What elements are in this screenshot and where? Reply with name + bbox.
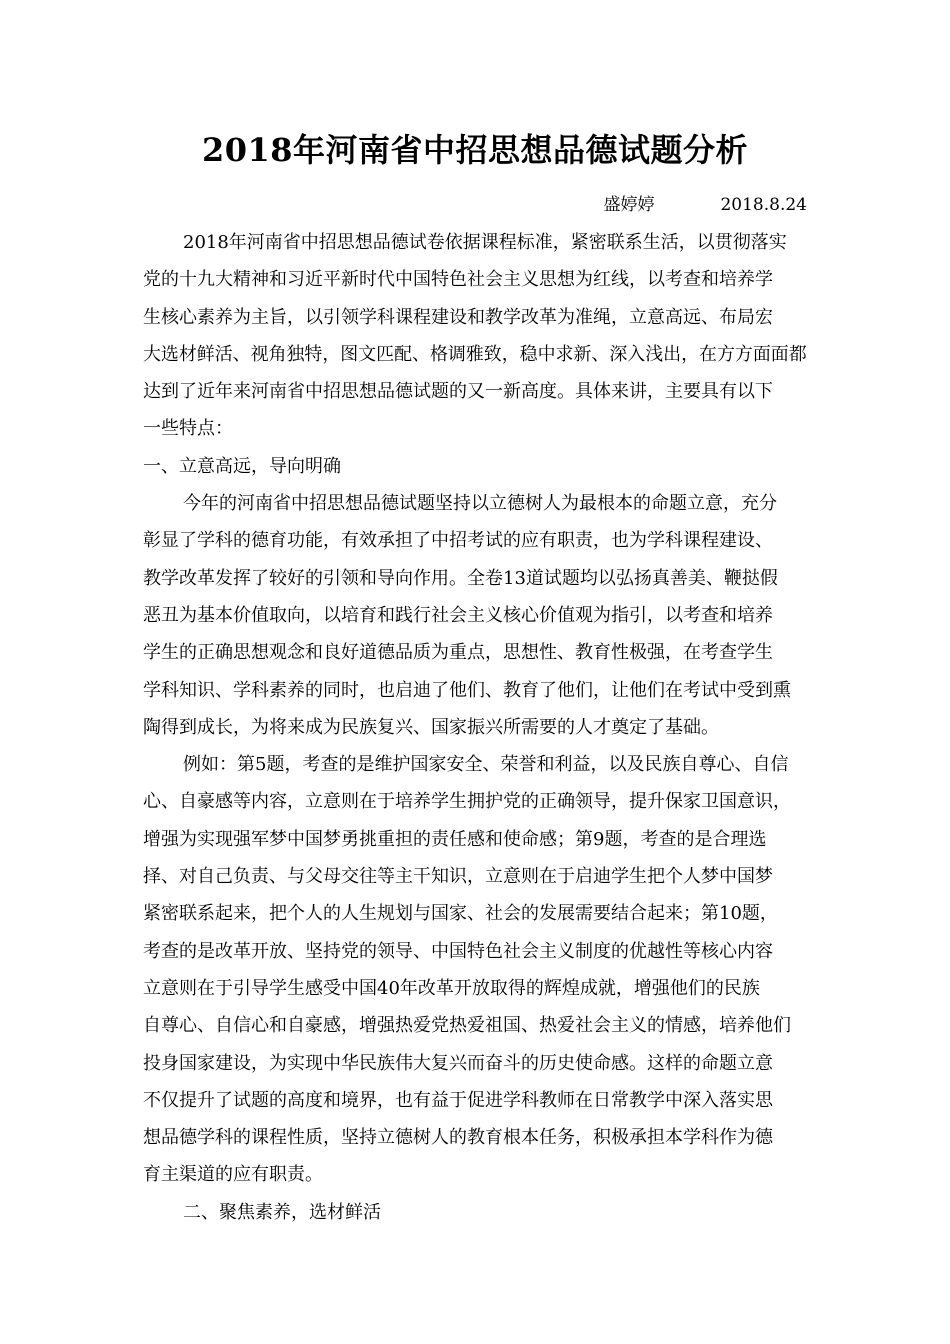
text-line: 育主渠道的应有职责。 [143,1164,323,1186]
text-line: 择、对自己负责、与父母交往等主干知识，立意则在于启迪学生把个人梦中国梦 [143,866,773,888]
document-body [143,224,807,1231]
text-line: 今年的河南省中招思想品德试题坚持以立德树人为最根本的命题立意，充分 [183,493,777,515]
text-line: 立意则在于引导学生感受中国40年改革开放取得的辉煌成就，增强他们的民族 [143,977,760,999]
text-line: 党的十九大精神和习近平新时代中国特色社会主义思想为红线，以考查和培养学 [143,269,773,291]
text-line: 大选材鲜活、视角独特，图文匹配、格调雅致，稳中求新、深入浅出，在方方面面都 [143,343,807,365]
text-line: 投身国家建设，为实现中华民族伟大复兴而奋斗的历史使命感。这样的命题立意 [143,1052,773,1074]
text-line: 不仅提升了试题的高度和境界，也有益于促进学科教师在日常教学中深入落实思 [143,1089,773,1111]
text-line: 二、聚焦素养，选材鲜活 [183,1201,381,1223]
page-title: 2018年河南省中招思想品德试题分析 [201,131,749,169]
text-line: 教学改革发挥了较好的引领和导向作用。全卷13道试题均以弘扬真善美、鞭挞假 [143,567,778,589]
text-line: 增强为实现强军梦中国梦勇挑重担的责任感和使命感；第9题，考查的是合理选 [143,828,767,850]
text-line: 紧密联系起来，把个人的人生规划与国家、社会的发展需要结合起来；第10题， [143,903,778,925]
text-line: 恶丑为基本价值取向，以培育和践行社会主义核心价值观为指引，以考查和培养 [143,604,773,626]
text-line: 例如：第5题，考查的是维护国家安全、荣誉和利益，以及民族自尊心、自信 [183,754,789,776]
text-line: 自尊心、自信心和自豪感，增强热爱党热爱祖国、热爱社会主义的情感，培养他们 [143,1015,791,1037]
text-line: 想品德学科的课程性质，坚持立德树人的教育根本任务，积极承担本学科作为德 [143,1127,773,1149]
text-line: 陶得到成长，为将来成为民族复兴、国家振兴所需要的人才奠定了基础。 [143,716,719,738]
text-line: 考查的是改革开放、坚持党的领导、中国特色社会主义制度的优越性等核心内容 [143,940,773,962]
text-line: 学科知识、学科素养的同时，也启迪了他们、教育了他们，让他们在考试中受到熏 [143,679,791,701]
text-line: 生核心素养为主旨，以引领学科课程建设和教学改革为准绳，立意高远、布局宏 [143,306,773,328]
text-line: 心、自豪感等内容，立意则在于培养学生拥护党的正确领导，提升保家卫国意识， [143,791,791,813]
text-line: 学生的正确思想观念和良好道德品质为重点，思想性、教育性极强，在考查学生 [143,642,773,664]
document-date: 2018.8.24 [720,195,807,215]
text-line: 一、立意高远，导向明确 [143,455,341,477]
text-line: 达到了近年来河南省中招思想品德试题的又一新高度。具体来讲，主要具有以下 [143,381,773,403]
text-line: 一些特点： [143,418,233,440]
text-line: 2018年河南省中招思想品德试卷依据课程标准，紧密联系生活，以贯彻落实 [183,232,787,253]
byline [603,193,807,217]
text-line: 彰显了学科的德育功能，有效承担了中招考试的应有职责，也为学科课程建设、 [143,530,773,552]
author-name: 盛婷婷 [603,195,655,215]
